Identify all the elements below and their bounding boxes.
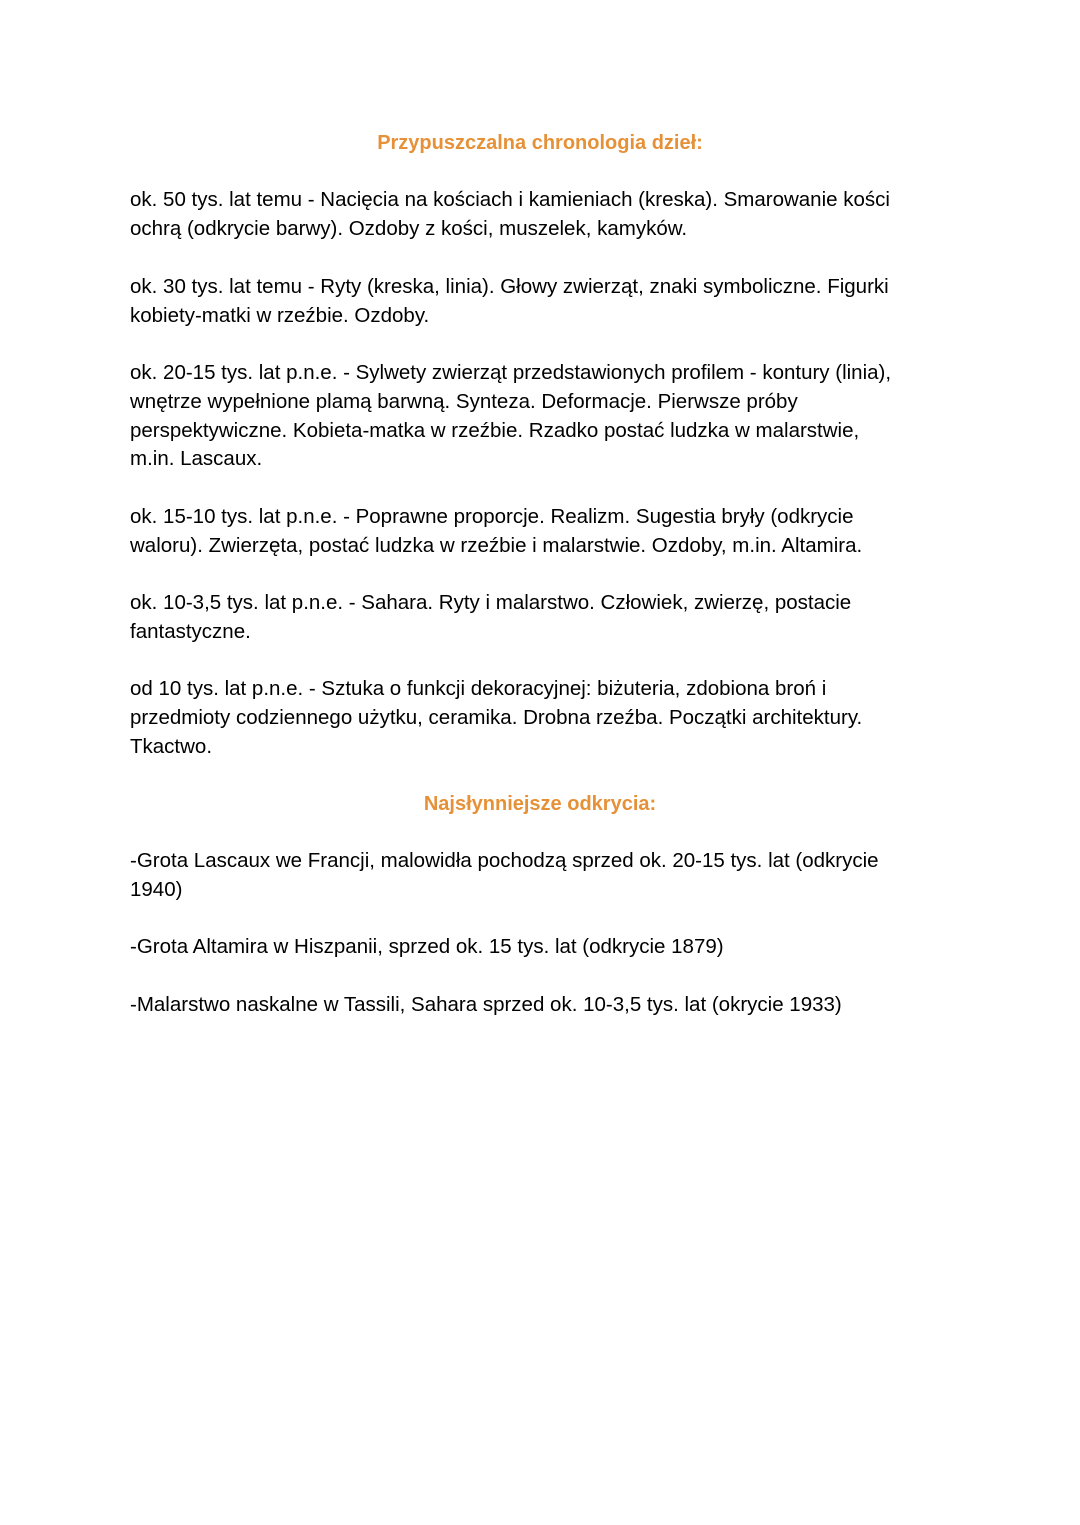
text-line: ok. 15-10 tys. lat p.n.e. - Poprawne proporcje. Realizm. Sugestia bryły (odkrycie xyxy=(130,505,854,528)
chronology-paragraph xyxy=(130,273,1010,331)
text-line: wnętrze wypełnione plamą barwną. Synteza. Deformacje. Pierwsze próby xyxy=(130,389,798,413)
text-line: kobiety-matki w rzeźbie. Ozdoby. xyxy=(130,303,430,327)
text-line: przedmioty codziennego użytku, ceramika. Drobna rzeźba. Początki architektury. xyxy=(130,705,863,729)
heading-discoveries: Najsłynniejsze odkrycia: xyxy=(423,793,657,815)
text-line: ok. 50 tys. lat temu - Nacięcia na kościach i kamieniach (kreska). Smarowanie kości xyxy=(130,188,890,211)
text-line: m.in. Lascaux. xyxy=(130,447,263,471)
heading-chronology: Przypuszczalna chronologia dzieł: xyxy=(377,132,703,154)
text-line: Tkactwo. xyxy=(130,734,213,758)
text-line: fantastyczne. xyxy=(130,619,251,643)
text-line: perspektywiczne. Kobieta-matka w rzeźbie. Rzadko postać ludzka w malarstwie, xyxy=(130,418,860,442)
text-line: ok. 30 tys. lat temu - Ryty (kreska, linia). Głowy zwierząt, znaki symboliczne. Figurki xyxy=(130,275,889,298)
discovery-item xyxy=(130,933,1010,962)
chronology-paragraph xyxy=(130,359,1010,474)
text-line: waloru). Zwierzęta, postać ludzka w rzeźbie i malarstwie. Ozdoby, m.in. Altamira. xyxy=(130,533,863,557)
chronology-paragraph xyxy=(130,589,1010,647)
discovery-item xyxy=(130,847,1010,905)
chronology-paragraph xyxy=(130,675,1010,761)
text-line: ok. 20-15 tys. lat p.n.e. - Sylwety zwierząt przedstawionych profilem - kontury (linia), xyxy=(130,361,892,384)
chronology-paragraph xyxy=(130,503,1010,561)
text-line: od 10 tys. lat p.n.e. - Sztuka o funkcji dekoracyjnej: biżuteria, zdobiona broń i xyxy=(130,677,827,700)
discovery-item xyxy=(130,991,1010,1020)
text-line: -Malarstwo naskalne w Tassili, Sahara sprzed ok. 10-3,5 tys. lat (okrycie 1933) xyxy=(130,993,842,1016)
text-line: -Grota Altamira w Hiszpanii, sprzed ok. 15 tys. lat (odkrycie 1879) xyxy=(130,935,724,958)
text-line: 1940) xyxy=(130,877,183,901)
text-line: -Grota Lascaux we Francji, malowidła pochodzą sprzed ok. 20-15 tys. lat (odkrycie xyxy=(130,849,879,872)
text-line: ok. 10-3,5 tys. lat p.n.e. - Sahara. Ryty i malarstwo. Człowiek, zwierzę, postacie xyxy=(130,591,852,614)
chronology-paragraph xyxy=(130,186,1010,244)
text-line: ochrą (odkrycie barwy). Ozdoby z kości, muszelek, kamyków. xyxy=(130,216,688,240)
